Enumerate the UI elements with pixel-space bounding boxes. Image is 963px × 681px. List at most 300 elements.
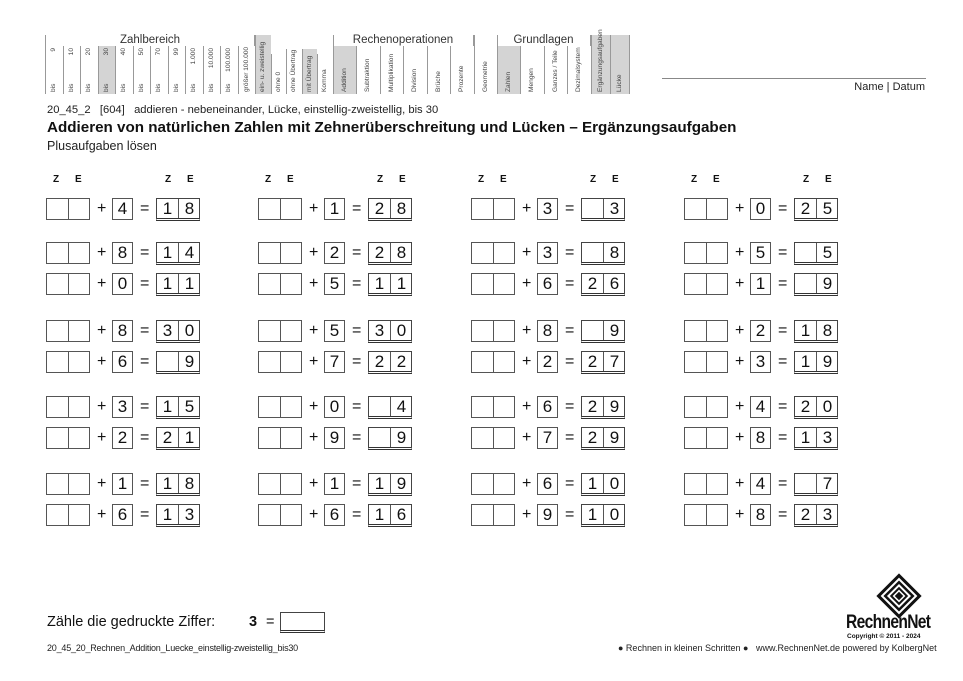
category-range-prefix: bis	[225, 83, 233, 92]
category-cell	[203, 46, 221, 94]
sum-tens: 1	[795, 321, 817, 340]
answer-input-box[interactable]	[46, 396, 90, 418]
footer-url: www.RechnenNet.de powered by KolbergNet	[756, 643, 937, 653]
category-range-prefix: bis	[190, 83, 198, 92]
sum-ones: 9	[822, 274, 833, 293]
sum-ones: 6	[396, 505, 407, 524]
addend: 1	[324, 198, 345, 220]
sum-tens	[795, 474, 817, 493]
equals-sign: =	[778, 200, 788, 217]
sum-box	[794, 473, 838, 496]
sum-ones: 8	[822, 321, 833, 340]
addend: 6	[112, 351, 133, 373]
sum-box	[794, 351, 838, 374]
answer-input-box[interactable]	[684, 473, 728, 495]
equals-sign: =	[565, 322, 575, 339]
sum-box	[368, 473, 412, 496]
answer-input-box[interactable]	[684, 198, 728, 220]
answer-input-box[interactable]	[684, 427, 728, 449]
sum-box	[368, 320, 412, 343]
plus-sign: +	[309, 353, 319, 370]
addend: 1	[112, 473, 133, 495]
category-group-title: Rechenoperationen	[333, 35, 474, 46]
sum-box	[794, 242, 838, 265]
answer-input-box[interactable]	[258, 473, 302, 495]
addend: 2	[537, 351, 558, 373]
sum-ones: 3	[822, 505, 833, 524]
answer-input-box[interactable]	[684, 504, 728, 526]
addend: 4	[750, 396, 771, 418]
category-range-value: 70	[155, 48, 163, 56]
addend: 5	[324, 273, 345, 295]
answer-input-box[interactable]	[46, 473, 90, 495]
category-cell	[255, 35, 271, 94]
addend: 7	[324, 351, 345, 373]
plus-sign: +	[97, 506, 107, 523]
sum-ones: 9	[609, 428, 620, 447]
sum-box	[368, 351, 412, 374]
sum-tens: 2	[795, 199, 817, 218]
category-label: mit Übertrag	[305, 55, 313, 92]
category-range-value: 10.000	[207, 48, 215, 69]
sum-box	[581, 242, 625, 265]
sum-tens: 1	[795, 352, 817, 371]
equals-sign: =	[140, 200, 150, 217]
plus-sign: +	[309, 200, 319, 217]
sum-tens: 2	[582, 274, 604, 293]
category-cell	[185, 46, 203, 94]
category-range-value: 20	[85, 48, 93, 56]
equals-sign: =	[778, 275, 788, 292]
equals-sign: =	[565, 200, 575, 217]
sum-ones: 8	[396, 199, 407, 218]
equals-sign: =	[140, 244, 150, 261]
category-cell	[403, 46, 427, 94]
answer-input-box[interactable]	[471, 198, 515, 220]
category-cell	[150, 46, 168, 94]
sum-box	[368, 396, 412, 419]
category-range-prefix: bis	[50, 83, 58, 92]
sum-tens: 2	[369, 243, 391, 262]
sum-ones: 1	[396, 274, 407, 293]
category-cell	[98, 46, 116, 94]
sum-tens: 1	[582, 474, 604, 493]
answer-input-box[interactable]	[258, 396, 302, 418]
ones-label: E	[187, 174, 194, 185]
addend: 8	[750, 427, 771, 449]
sum-tens: 1	[157, 397, 179, 416]
sum-ones: 3	[822, 428, 833, 447]
category-cell	[474, 35, 497, 94]
sum-box	[156, 504, 200, 527]
category-group	[333, 35, 474, 94]
equals-sign: =	[778, 506, 788, 523]
plus-sign: +	[522, 200, 532, 217]
answer-input-box[interactable]	[471, 427, 515, 449]
plus-sign: +	[522, 275, 532, 292]
plus-sign: +	[522, 429, 532, 446]
category-cell	[133, 46, 151, 94]
worksheet-meta: 20_45_2 [604] addieren - nebeneinander, Lücke, einstellig-zweistellig, bis 30	[47, 104, 439, 116]
category-range-value: 1.000	[190, 48, 198, 65]
category-label: Mengen	[528, 68, 536, 92]
addend: 8	[112, 320, 133, 342]
plus-sign: +	[735, 275, 745, 292]
tens-label: Z	[590, 174, 597, 185]
sum-tens: 1	[582, 505, 604, 524]
equals-sign: =	[352, 244, 362, 261]
count-task-digit: 3	[249, 614, 258, 630]
category-cell	[567, 46, 591, 94]
category-cell	[220, 46, 238, 94]
category-label: Dezimalsystem	[575, 47, 583, 92]
plus-sign: +	[97, 275, 107, 292]
sum-ones: 0	[822, 397, 833, 416]
sum-tens	[157, 352, 179, 371]
sum-ones: 8	[184, 474, 195, 493]
category-label: Brüche	[434, 71, 442, 92]
addend: 1	[324, 473, 345, 495]
plus-sign: +	[522, 322, 532, 339]
ones-label: E	[825, 174, 832, 185]
answer-input-box[interactable]	[471, 504, 515, 526]
answer-input-box[interactable]	[258, 320, 302, 342]
name-date-label: Name | Datum	[854, 81, 925, 93]
sum-ones: 9	[609, 397, 620, 416]
category-cell	[497, 46, 521, 94]
category-cell	[610, 35, 629, 94]
equals-sign: =	[565, 353, 575, 370]
category-cell	[80, 46, 98, 94]
sum-tens	[369, 428, 391, 447]
category-range-value: 30	[102, 48, 110, 56]
sum-ones: 9	[184, 352, 195, 371]
sum-tens: 3	[369, 321, 391, 340]
equals-sign: =	[778, 322, 788, 339]
sum-box	[156, 351, 200, 374]
addend: 8	[112, 242, 133, 264]
equals-sign: =	[352, 475, 362, 492]
category-range-value: 50	[137, 48, 145, 56]
plus-sign: +	[735, 429, 745, 446]
plus-sign: +	[309, 322, 319, 339]
addend: 6	[324, 504, 345, 526]
category-group	[255, 35, 333, 94]
category-cell	[168, 46, 186, 94]
category-range-prefix: bis	[137, 83, 145, 92]
category-cell	[427, 46, 451, 94]
equals-sign: =	[778, 429, 788, 446]
category-range-value: 40	[120, 48, 128, 56]
equals-sign: =	[565, 506, 575, 523]
sum-ones: 8	[184, 199, 195, 218]
addend: 4	[750, 473, 771, 495]
sum-box	[156, 473, 200, 496]
category-label: Ergänzungsaufgaben	[596, 29, 604, 92]
equals-sign: =	[352, 275, 362, 292]
equals-sign: =	[352, 322, 362, 339]
sum-box	[581, 473, 625, 496]
equals-sign: =	[140, 398, 150, 415]
category-cell	[302, 49, 318, 94]
category-range-prefix: bis	[207, 83, 215, 92]
sum-tens	[795, 274, 817, 293]
sum-box	[156, 242, 200, 265]
plus-sign: +	[309, 506, 319, 523]
answer-input-box[interactable]	[684, 351, 728, 373]
tens-label: Z	[691, 174, 698, 185]
plus-sign: +	[309, 398, 319, 415]
sum-ones: 9	[396, 428, 407, 447]
copyright: Copyright © 2011 - 2024	[847, 633, 921, 640]
category-cell	[45, 46, 63, 94]
category-label: Zahlen	[504, 71, 512, 92]
addend: 7	[537, 427, 558, 449]
category-group	[474, 35, 497, 94]
addend: 4	[112, 198, 133, 220]
plus-sign: +	[97, 244, 107, 261]
category-range-prefix: bis	[85, 83, 93, 92]
sum-tens	[795, 243, 817, 262]
category-label: Komma	[321, 69, 329, 92]
sum-tens: 1	[157, 505, 179, 524]
addend: 2	[112, 427, 133, 449]
equals-sign: =	[352, 398, 362, 415]
category-cell	[317, 54, 333, 94]
category-label: Multiplikation	[387, 53, 395, 92]
category-cell	[450, 46, 474, 94]
addend: 8	[537, 320, 558, 342]
plus-sign: +	[735, 506, 745, 523]
ones-label: E	[399, 174, 406, 185]
answer-input-box[interactable]	[471, 396, 515, 418]
plus-sign: +	[309, 244, 319, 261]
category-cell	[544, 46, 568, 94]
category-range-value: 10	[67, 48, 75, 56]
footer-filename: 20_45_20_Rechnen_Addition_Luecke_einstellig-zweistellig_bis30	[47, 643, 298, 653]
sum-ones: 3	[184, 505, 195, 524]
addend: 8	[750, 504, 771, 526]
ones-label: E	[612, 174, 619, 185]
footer-slogan: ● Rechnen in kleinen Schritten ●	[618, 643, 749, 653]
tens-label: Z	[165, 174, 172, 185]
category-cell	[520, 46, 544, 94]
addend: 6	[537, 273, 558, 295]
addend: 2	[750, 320, 771, 342]
answer-input-box[interactable]	[471, 273, 515, 295]
sum-ones: 4	[396, 397, 407, 416]
sum-tens: 2	[369, 199, 391, 218]
plus-sign: +	[97, 353, 107, 370]
category-range-prefix: bis	[120, 83, 128, 92]
sum-box	[581, 320, 625, 343]
category-label: Ganzes / Teile	[551, 50, 559, 92]
sum-tens	[369, 397, 391, 416]
ones-label: E	[75, 174, 82, 185]
category-label: ein- u. zweistellig	[259, 41, 267, 92]
answer-input-box[interactable]	[684, 320, 728, 342]
sum-ones: 3	[609, 199, 620, 218]
category-range-prefix: bis	[155, 83, 163, 92]
sum-ones: 8	[609, 243, 620, 262]
category-cell	[333, 46, 357, 94]
addend: 3	[537, 198, 558, 220]
page-subtitle: Plusaufgaben lösen	[47, 139, 157, 153]
addend: 5	[324, 320, 345, 342]
answer-input-box[interactable]	[46, 351, 90, 373]
sum-tens: 1	[157, 243, 179, 262]
name-date-line	[662, 78, 926, 79]
plus-sign: +	[522, 398, 532, 415]
equals-sign: =	[565, 475, 575, 492]
sum-tens: 1	[369, 505, 391, 524]
category-cell	[380, 46, 404, 94]
answer-input-box[interactable]	[258, 198, 302, 220]
answer-input-box[interactable]	[258, 242, 302, 264]
sum-ones: 5	[822, 243, 833, 262]
answer-input-box[interactable]	[471, 351, 515, 373]
sum-box	[794, 198, 838, 221]
answer-input-box[interactable]	[46, 504, 90, 526]
category-label: Prozente	[458, 65, 466, 92]
sum-box	[368, 273, 412, 296]
equals-sign: =	[778, 475, 788, 492]
equals-sign: =	[140, 353, 150, 370]
sum-ones: 4	[184, 243, 195, 262]
equals-sign: =	[140, 322, 150, 339]
sum-box	[368, 242, 412, 265]
plus-sign: +	[97, 475, 107, 492]
equals-sign: =	[565, 244, 575, 261]
sum-tens: 1	[369, 474, 391, 493]
sum-tens: 2	[582, 352, 604, 371]
tens-label: Z	[803, 174, 810, 185]
answer-input-box[interactable]	[46, 320, 90, 342]
sum-tens	[582, 321, 604, 340]
category-group	[497, 35, 591, 94]
category-range-prefix: bis	[172, 83, 180, 92]
category-cell	[271, 54, 287, 94]
answer-input-box[interactable]	[471, 473, 515, 495]
sum-ones: 8	[396, 243, 407, 262]
plus-sign: +	[309, 275, 319, 292]
category-group-title: Grundlagen	[497, 35, 591, 46]
equals-sign: =	[565, 398, 575, 415]
plus-sign: +	[309, 475, 319, 492]
plus-sign: +	[735, 200, 745, 217]
equals-sign: =	[352, 506, 362, 523]
sum-ones: 1	[184, 274, 195, 293]
sum-tens: 1	[795, 428, 817, 447]
answer-input-box[interactable]	[46, 198, 90, 220]
answer-input-box[interactable]	[46, 242, 90, 264]
sum-box	[794, 273, 838, 296]
category-label: Geometrie	[481, 61, 489, 92]
brand-name: RechnenNet	[846, 612, 931, 633]
addend: 0	[112, 273, 133, 295]
sum-tens: 2	[582, 428, 604, 447]
sum-ones: 0	[184, 321, 195, 340]
plus-sign: +	[735, 353, 745, 370]
sum-ones: 5	[822, 199, 833, 218]
plus-sign: +	[97, 398, 107, 415]
answer-input-box[interactable]	[684, 273, 728, 295]
answer-input-box[interactable]	[46, 427, 90, 449]
sum-box	[794, 427, 838, 450]
answer-input-box[interactable]	[471, 242, 515, 264]
sum-box	[368, 504, 412, 527]
addend: 6	[537, 396, 558, 418]
sum-tens: 2	[795, 505, 817, 524]
ones-label: E	[713, 174, 720, 185]
answer-input-box[interactable]	[684, 242, 728, 264]
equals-sign: =	[352, 353, 362, 370]
plus-sign: +	[309, 429, 319, 446]
answer-input-box[interactable]	[258, 273, 302, 295]
equals-sign: =	[778, 353, 788, 370]
sum-box	[794, 504, 838, 527]
addend: 3	[750, 351, 771, 373]
sum-box	[581, 396, 625, 419]
answer-input-box[interactable]	[684, 396, 728, 418]
category-table-border	[629, 35, 630, 94]
sum-tens: 2	[795, 397, 817, 416]
category-label: ohne 0	[274, 71, 282, 92]
sum-ones: 5	[184, 397, 195, 416]
equals-sign: =	[140, 475, 150, 492]
answer-input-box[interactable]	[471, 320, 515, 342]
sum-tens: 1	[369, 274, 391, 293]
plus-sign: +	[522, 244, 532, 261]
count-answer-box[interactable]	[280, 612, 325, 633]
sum-box	[156, 273, 200, 296]
sum-box	[156, 320, 200, 343]
category-group	[45, 35, 255, 94]
sum-ones: 1	[184, 428, 195, 447]
answer-input-box[interactable]	[258, 504, 302, 526]
category-group-title: Zahlbereich	[45, 35, 255, 46]
answer-input-box[interactable]	[258, 351, 302, 373]
sum-box	[794, 396, 838, 419]
addend: 2	[324, 242, 345, 264]
plus-sign: +	[735, 398, 745, 415]
category-label: Division	[411, 68, 419, 92]
category-cell	[286, 49, 302, 94]
sum-ones: 0	[396, 321, 407, 340]
category-label: Lücke	[615, 74, 623, 92]
category-range-prefix: bis	[67, 83, 75, 92]
plus-sign: +	[522, 353, 532, 370]
addend: 9	[537, 504, 558, 526]
category-range-prefix: bis	[102, 83, 110, 92]
equals-sign: =	[778, 244, 788, 261]
plus-sign: +	[522, 506, 532, 523]
addend: 3	[537, 242, 558, 264]
sum-box	[581, 351, 625, 374]
sum-tens: 1	[157, 199, 179, 218]
addend: 0	[750, 198, 771, 220]
answer-input-box[interactable]	[258, 427, 302, 449]
category-range-value: 9	[50, 48, 58, 52]
answer-input-box[interactable]	[46, 273, 90, 295]
sum-tens: 2	[369, 352, 391, 371]
addend: 0	[324, 396, 345, 418]
addend: 6	[537, 473, 558, 495]
ones-label: E	[287, 174, 294, 185]
addend: 6	[112, 504, 133, 526]
category-cell	[238, 46, 256, 94]
category-group	[591, 29, 629, 94]
